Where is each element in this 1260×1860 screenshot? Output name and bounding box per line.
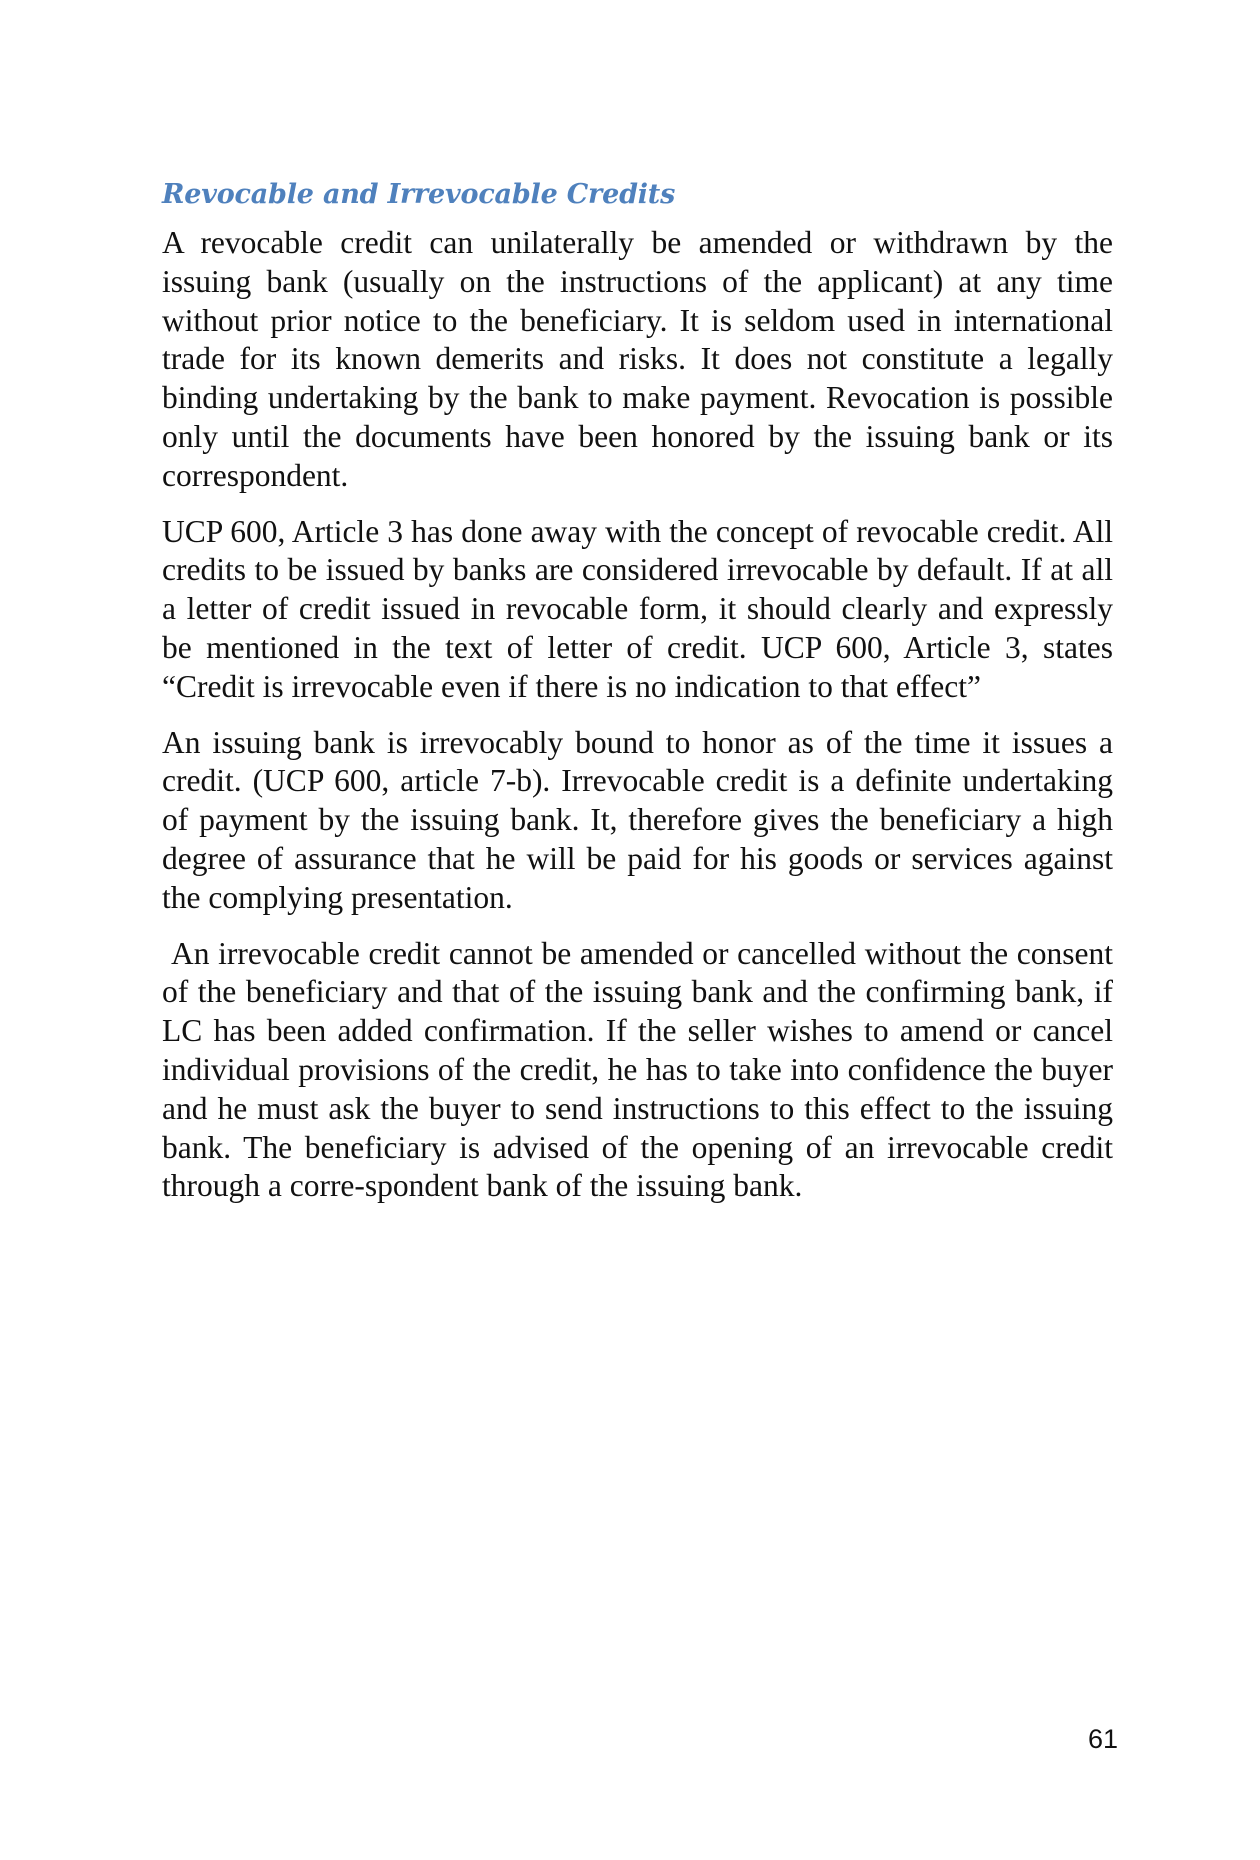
- page-number: 61: [1087, 1724, 1118, 1754]
- paragraph-ucp600-article3: UCP 600, Article 3 has done away with the concept of revocable credit. All credits to be issued by banks are considered irrevocable by default. If at all a letter of credit issued in revocable form, it should clearly and expressly be mentioned in the text of letter of credit. UCP 600, Article 3, states “Credit is irrevocable even if there is no indication to that effect”: [162, 513, 1113, 704]
- section-content: [162, 176, 1113, 1223]
- paragraph-irrevocable-amendment: An irrevocable credit cannot be amended or cancelled without the consent of the beneficiary and that of the issuing bank and the confirming bank, if LC has been added confirmation. If the seller wishes to amend or cancel individual provisions of the credit, he has to take into confidence the buyer and he must ask the buyer to send instructions to this effect to the issuing bank. The beneficiary is advised of the opening of an irrevocable credit through a corre-spondent bank of the issuing bank.: [162, 935, 1113, 1204]
- section-heading: Revocable and Irrevocable Credits: [162, 179, 676, 210]
- paragraph-revocable-credit: A revocable credit can unilaterally be amended or withdrawn by the issuing bank (usually on the instructions of the applicant) at any time without prior notice to the beneficiary. It is seldom used in international trade for its known demerits and risks. It does not constitute a legally binding undertaking by the bank to make payment. Revocation is possible only until the documents have been honored by the issuing bank or its correspondent.: [162, 225, 1113, 493]
- paragraph-irrevocable-bound: An issuing bank is irrevocably bound to honor as of the time it issues a credit. (UCP 600, article 7-b). Irrevocable credit is a definite undertaking of payment by the issuing bank. It, therefore gives the beneficiary a high degree of assurance that he will be paid for his goods or services against the complying presentation.: [162, 724, 1113, 915]
